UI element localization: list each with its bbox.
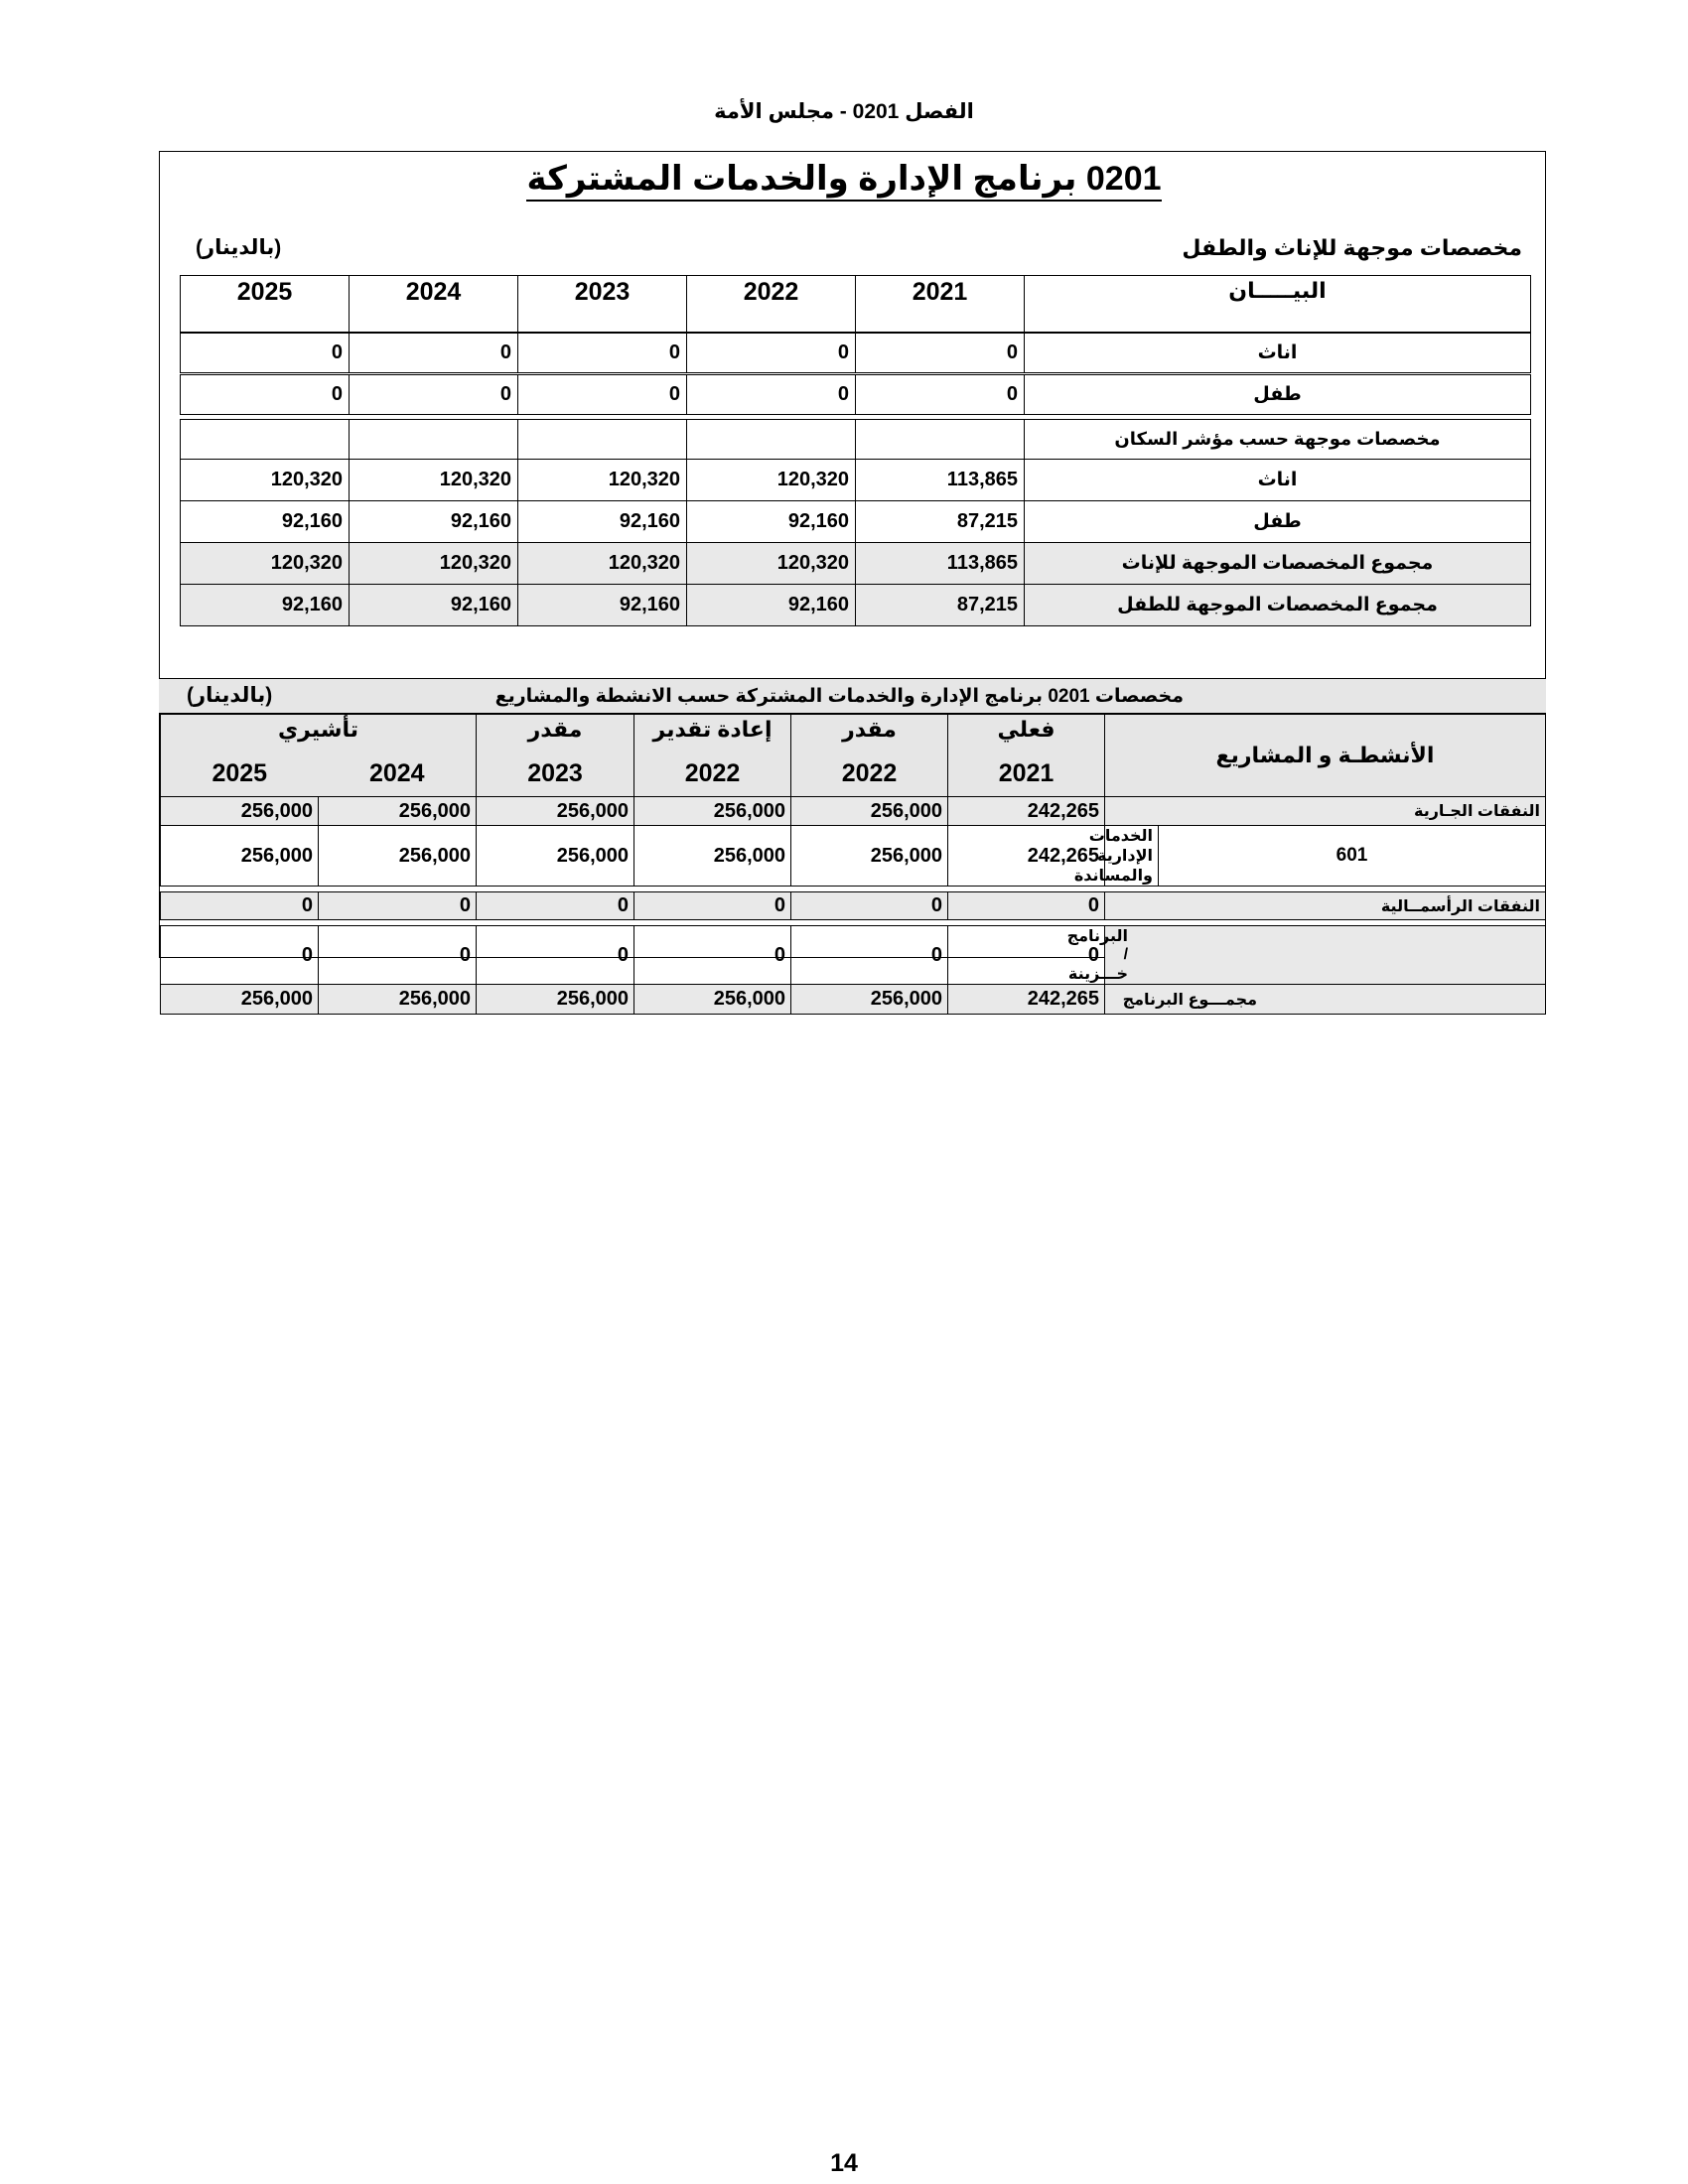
table-row xyxy=(181,460,1531,501)
indicative-header xyxy=(161,715,477,797)
value-cell: 0 xyxy=(634,892,791,920)
row-label: طفل xyxy=(1025,375,1531,415)
year-header-2021: 2021 xyxy=(856,276,1025,333)
year-header-2022: 2022 xyxy=(841,759,898,787)
value-cell: 242,265 xyxy=(948,797,1105,826)
table-row xyxy=(161,797,1546,826)
activities-column-header: الأنشطـة و المشاريع xyxy=(1105,715,1546,797)
value-cell: 256,000 xyxy=(477,797,634,826)
value-cell: 0 xyxy=(791,926,948,985)
col-type-indicative: تأشيري xyxy=(278,717,358,742)
value-cell: 0 xyxy=(181,334,350,373)
row-label: طفل xyxy=(1025,501,1531,543)
estimate-2023-header xyxy=(477,715,634,797)
value-cell: 120,320 xyxy=(518,460,687,501)
activity-code: 601 xyxy=(1159,826,1546,887)
program-title xyxy=(0,159,1688,199)
value-cell: 0 xyxy=(477,926,634,985)
value-cell: 256,000 xyxy=(791,985,948,1015)
col-type-estimate-2022: مقدر xyxy=(842,717,897,742)
reestimate-2022-header xyxy=(634,715,791,797)
col-type-estimate: مقدر xyxy=(527,717,583,742)
value-cell: 256,000 xyxy=(477,985,634,1015)
value-cell: 256,000 xyxy=(319,985,477,1015)
value-cell: 0 xyxy=(856,334,1025,373)
value-cell: 120,320 xyxy=(350,460,518,501)
value-cell: 113,865 xyxy=(856,460,1025,501)
estimate-2022-header xyxy=(791,715,948,797)
value-cell: 120,320 xyxy=(350,543,518,585)
row-label: البرنامج / خـــزينة xyxy=(1105,926,1546,985)
table-row xyxy=(181,334,1531,373)
value-cell: 0 xyxy=(350,375,518,415)
value-cell: 0 xyxy=(856,375,1025,415)
value-cell: 0 xyxy=(948,926,1105,985)
value-cell: 256,000 xyxy=(791,797,948,826)
section2-table xyxy=(160,714,1546,1015)
row-label: مجموع المخصصات الموجهة للإناث xyxy=(1025,543,1531,585)
value-cell: 0 xyxy=(350,334,518,373)
value-cell: 120,320 xyxy=(518,543,687,585)
value-cell: 256,000 xyxy=(634,985,791,1015)
value-cell: 92,160 xyxy=(687,585,856,626)
value-cell: 0 xyxy=(634,926,791,985)
section1-unit: (بالدينار) xyxy=(196,236,282,259)
row-label: اناث xyxy=(1025,334,1531,373)
value-cell: 113,865 xyxy=(856,543,1025,585)
value-cell: 92,160 xyxy=(518,501,687,543)
value-cell: 0 xyxy=(687,375,856,415)
section1-header-table xyxy=(180,275,1531,333)
table-row xyxy=(181,420,1531,460)
row-label: مجموع المخصصات الموجهة للطفل xyxy=(1025,585,1531,626)
value-cell: 87,215 xyxy=(856,585,1025,626)
value-cell: 120,320 xyxy=(687,460,856,501)
table-row xyxy=(181,585,1531,626)
value-cell: 242,265 xyxy=(948,826,1105,887)
page-header: الفصل 0201 - مجلس الأمة xyxy=(714,100,974,123)
col-type-actual: فعلي xyxy=(997,717,1055,742)
table-row xyxy=(181,501,1531,543)
value-cell: 0 xyxy=(477,892,634,920)
section1-direct-table xyxy=(180,333,1531,373)
table-row xyxy=(161,985,1546,1015)
year-header-2021: 2021 xyxy=(998,759,1055,787)
section1-population-table xyxy=(180,419,1531,626)
value-cell: 92,160 xyxy=(687,501,856,543)
section2-title: مخصصات 0201 برنامج الإدارة والخدمات المشتركة حسب الانشطة والمشاريع xyxy=(494,686,1184,707)
value-cell: 0 xyxy=(518,375,687,415)
value-cell: 256,000 xyxy=(477,826,634,887)
row-label: الخدمات الإدارية والمساندة xyxy=(1105,826,1159,887)
table-row xyxy=(181,543,1531,585)
value-cell: 0 xyxy=(518,334,687,373)
statement-column-header: البيـــــان xyxy=(1025,276,1531,333)
table-row xyxy=(161,926,1546,985)
year-header-2023: 2023 xyxy=(518,276,687,333)
value-cell: 0 xyxy=(319,926,477,985)
row-label: اناث xyxy=(1025,460,1531,501)
value-cell: 256,000 xyxy=(319,797,477,826)
value-cell: 92,160 xyxy=(181,585,350,626)
value-cell: 92,160 xyxy=(350,585,518,626)
value-cell: 0 xyxy=(161,892,319,920)
value-cell: 256,000 xyxy=(161,985,319,1015)
row-label: النفقات الرأسمــالية xyxy=(1105,892,1546,920)
value-cell: 0 xyxy=(687,334,856,373)
population-subheading: مخصصات موجهة حسب مؤشر السكان xyxy=(1025,420,1531,460)
section2-unit: (بالدينار) xyxy=(187,684,273,707)
table-row xyxy=(161,892,1546,920)
value-cell: 92,160 xyxy=(181,501,350,543)
value-cell: 92,160 xyxy=(518,585,687,626)
year-header-2024: 2024 xyxy=(350,276,518,333)
actual-2021-header xyxy=(948,715,1105,797)
value-cell: 256,000 xyxy=(634,797,791,826)
value-cell: 0 xyxy=(319,892,477,920)
table-row xyxy=(181,375,1531,415)
year-header-2025: 2025 xyxy=(181,276,350,333)
value-cell: 92,160 xyxy=(350,501,518,543)
value-cell: 256,000 xyxy=(634,826,791,887)
value-cell: 242,265 xyxy=(948,985,1105,1015)
value-cell: 256,000 xyxy=(161,826,319,887)
page-number: 14 xyxy=(830,2149,858,2177)
value-cell: 0 xyxy=(181,375,350,415)
row-label: مجمـــوع البرنامج xyxy=(1105,985,1546,1015)
value-cell: 0 xyxy=(791,892,948,920)
value-cell: 0 xyxy=(948,892,1105,920)
col-type-reestimate: إعادة تقدير xyxy=(652,717,773,742)
year-header-2024: 2024 xyxy=(368,759,425,787)
value-cell: 120,320 xyxy=(687,543,856,585)
value-cell: 256,000 xyxy=(791,826,948,887)
program-title-text: 0201 برنامج الإدارة والخدمات المشتركة xyxy=(526,160,1161,202)
year-header-2025: 2025 xyxy=(211,759,268,787)
value-cell: 120,320 xyxy=(181,460,350,501)
section1-direct-table-2 xyxy=(180,374,1531,415)
year-header-2022: 2022 xyxy=(687,276,856,333)
year-header-2023: 2023 xyxy=(527,759,583,787)
table-row xyxy=(161,826,1546,887)
value-cell: 87,215 xyxy=(856,501,1025,543)
value-cell: 0 xyxy=(161,926,319,985)
row-label: النفقات الجـارية xyxy=(1105,797,1546,826)
section1-title: مخصصات موجهة للإناث والطفل xyxy=(1182,235,1522,260)
year-header-2022-re: 2022 xyxy=(684,759,741,787)
value-cell: 120,320 xyxy=(181,543,350,585)
value-cell: 256,000 xyxy=(319,826,477,887)
value-cell: 256,000 xyxy=(161,797,319,826)
